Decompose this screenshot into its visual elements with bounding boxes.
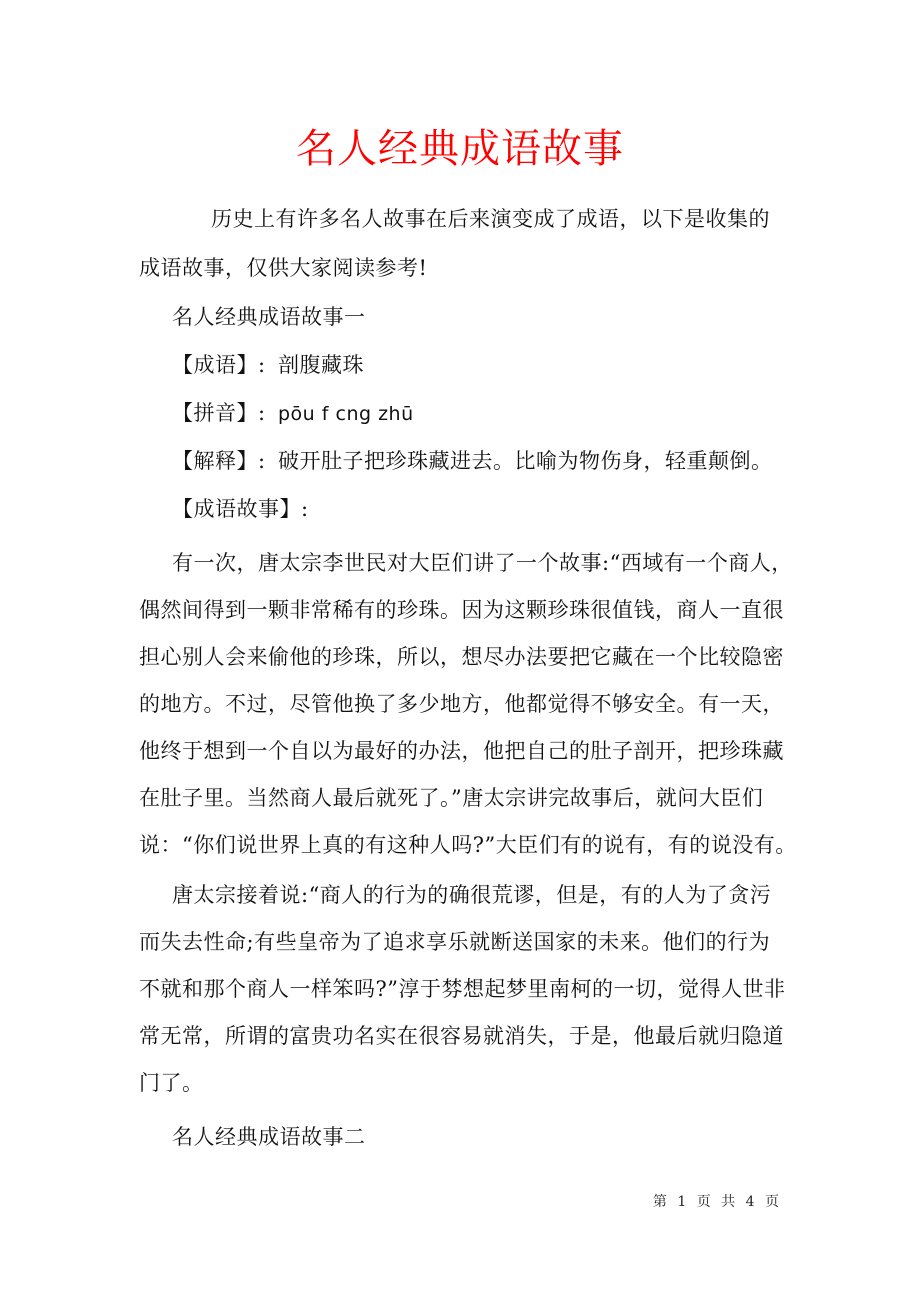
story-paragraph-2 [139, 872, 789, 1107]
story-p1-line-2: 偶然间得到一颗非常稀有的珍珠。因为这颗珍珠很值钱，商人一直很 [139, 598, 784, 622]
intro-line-2: 成语故事，仅供大家阅读参考! [139, 256, 428, 280]
story-p2-line-2: 而失去性命;有些皇帝为了追求享乐就断送国家的未来。他们的行为 [139, 930, 771, 954]
story-p2-line-1: 唐太宗接着说:“商人的行为的确很荒谬，但是，有的人为了贪污 [172, 883, 772, 907]
section-1-heading: 名人经典成语故事一 [172, 305, 366, 329]
page-indicator: 第 1 页 共 4 页 [652, 1194, 780, 1210]
idiom-value: 剖腹藏珠 [278, 353, 364, 377]
story-p1-line-7: 说：“你们说世界上真的有这种人吗?”大臣们有的说有，有的说没有。 [139, 833, 797, 857]
idiom-row [172, 350, 364, 380]
pinyin-value: pōu f cng zhū [278, 403, 414, 425]
intro-line-1: 历史上有许多名人故事在后来演变成了成语，以下是收集的 [211, 207, 770, 231]
idiom-label: 【成语】: [172, 353, 266, 377]
meaning-value: 破开肚子把珍珠藏进去。比喻为物伤身，轻重颠倒。 [278, 449, 773, 473]
story-p2-line-4: 常无常，所谓的富贵功名实在很容易就消失，于是，他最后就归隐道 [139, 1024, 784, 1048]
meaning-row [172, 446, 773, 476]
meaning-label: 【解释】: [172, 449, 266, 473]
story-label: 【成语故事】: [172, 497, 309, 521]
story-p1-line-3: 担心别人会来偷他的珍珠，所以，想尽办法要把它藏在一个比较隐密 [139, 645, 784, 669]
story-p1-line-4: 的地方。不过，尽管他换了多少地方，他都觉得不够安全。有一天， [139, 692, 784, 716]
story-p1-line-5: 他终于想到一个自以为最好的办法，他把自己的肚子剖开，把珍珠藏 [139, 739, 784, 763]
story-p2-line-5: 门了。 [139, 1071, 204, 1095]
story-p1-line-1: 有一次，唐太宗李世民对大臣们讲了一个故事:“西域有一个商人， [172, 551, 793, 575]
story-p2-line-3: 不就和那个商人一样笨吗?”淳于棼想起梦里南柯的一切，觉得人世非 [139, 977, 786, 1001]
intro-paragraph [139, 196, 789, 292]
section-2-heading: 名人经典成语故事二 [172, 1125, 366, 1149]
story-p1-line-6: 在肚子里。当然商人最后就死了。”唐太宗讲完故事后，就问大臣们 [139, 786, 764, 810]
story-paragraph-1 [139, 540, 797, 869]
pinyin-label: 【拼音】: [172, 401, 266, 425]
document-title: 名人经典成语故事 [296, 126, 624, 172]
pinyin-row [172, 398, 414, 429]
